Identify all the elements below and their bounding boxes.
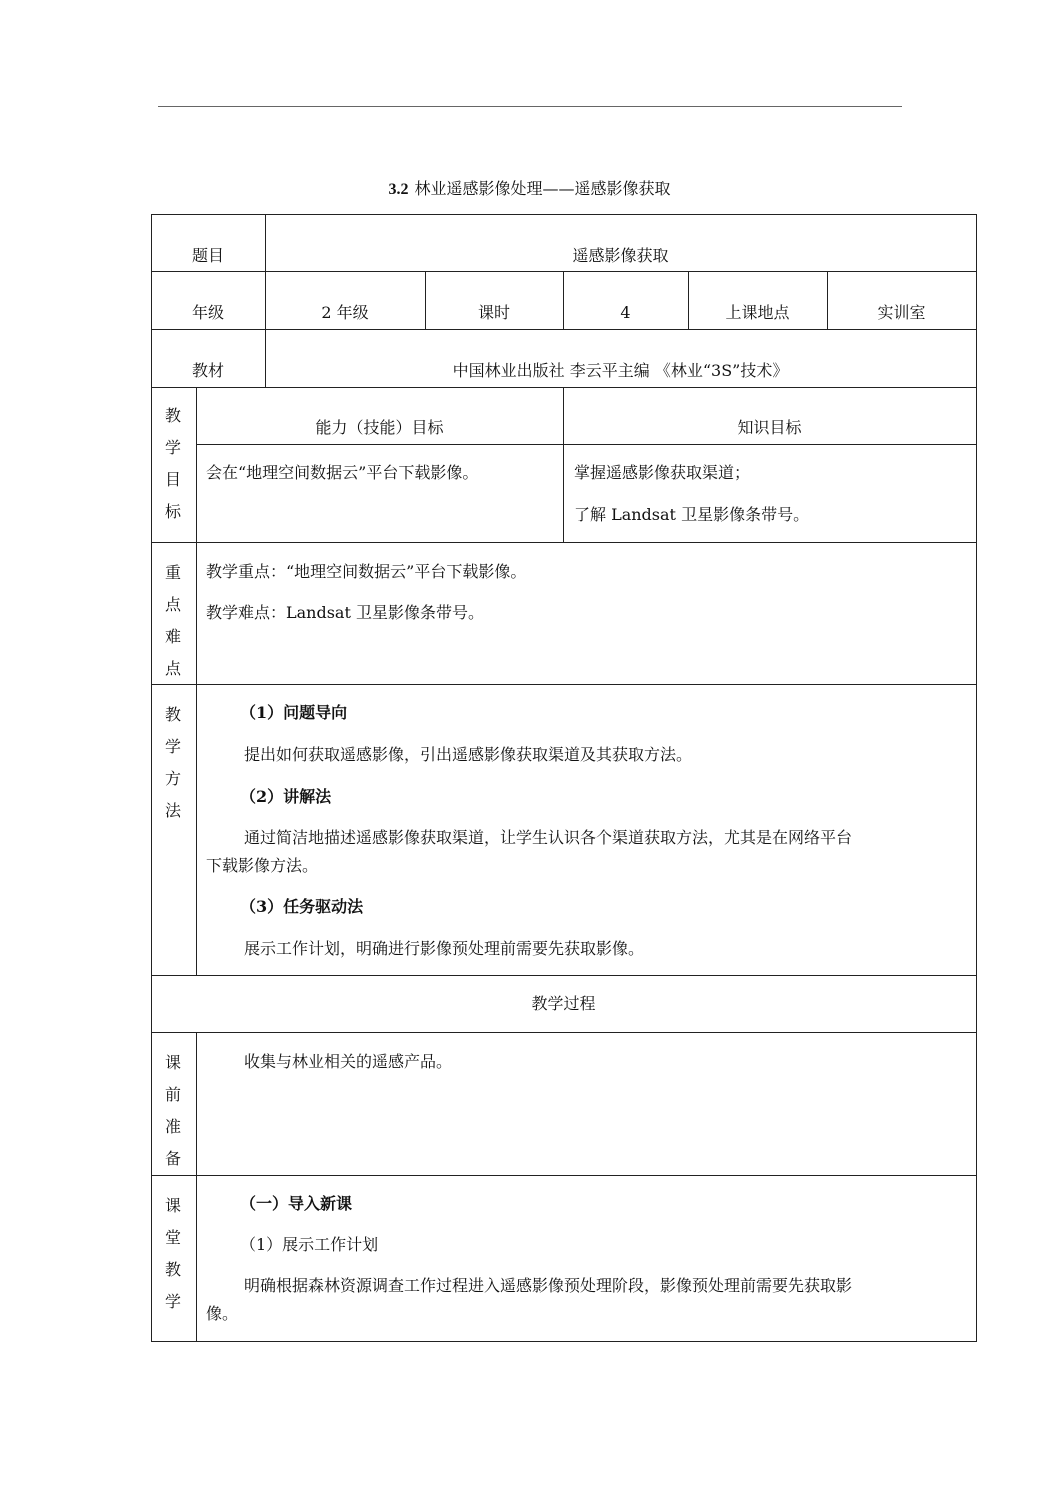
textbook-value: 中国林业出版社 李云平主编 《林业“3S”技术》	[452, 361, 789, 380]
ability-goals-header: 能力（技能）目标	[315, 418, 444, 437]
method-3-title: （3）任务驱动法	[240, 897, 364, 916]
topic-label: 题目	[191, 246, 224, 265]
knowledge-goals-text: 掌握遥感影像获取渠道；	[574, 463, 751, 482]
process-header: 教学过程	[531, 994, 596, 1013]
hours-label: 课时	[477, 303, 510, 322]
prep-label-char: 前	[164, 1085, 181, 1104]
header-rule	[158, 106, 902, 107]
method-2-text: 下载影像方法。	[206, 856, 319, 875]
goals-label-char: 教	[164, 406, 181, 425]
key-points-label-char: 重	[164, 563, 181, 582]
prep-label-char: 准	[164, 1117, 181, 1136]
class-label-char: 课	[164, 1196, 181, 1215]
class-label-char: 教	[164, 1260, 181, 1279]
place-label: 上课地点	[725, 303, 790, 322]
goals-label-char: 目	[164, 470, 181, 489]
goals-label-char: 学	[164, 438, 181, 457]
prep-label-char: 备	[164, 1149, 181, 1168]
method-1-text: 提出如何获取遥感影像，引出遥感影像获取渠道及其获取方法。	[244, 745, 693, 764]
section-1-title: （一）导入新课	[240, 1194, 353, 1213]
section-title: 林业遥感影像处理——遥感影像获取	[414, 179, 671, 198]
methods-label-char: 教	[164, 705, 181, 724]
method-3-text: 展示工作计划，明确进行影像预处理前需要先获取影像。	[244, 939, 645, 958]
method-1-title: （1）问题导向	[240, 703, 348, 722]
prep-label-char: 课	[164, 1053, 181, 1072]
section-number: 3.2	[388, 181, 409, 198]
knowledge-goals-text: 了解 Landsat 卫星影像条带号。	[574, 505, 810, 524]
page-title	[0, 176, 1059, 199]
knowledge-goals-header: 知识目标	[737, 418, 802, 437]
key-point-text: 教学重点：“地理空间数据云”平台下载影像。	[206, 562, 527, 581]
key-points-label-char: 点	[164, 595, 181, 614]
prep-text: 收集与林业相关的遥感产品。	[244, 1052, 453, 1071]
key-points-label-char: 难	[164, 627, 181, 646]
class-label-char: 堂	[164, 1228, 181, 1247]
methods-label-char: 法	[164, 801, 181, 820]
goals-label-char: 标	[164, 502, 181, 521]
ability-goals-text: 会在“地理空间数据云”平台下载影像。	[206, 463, 479, 482]
difficulty-text: 教学难点：Landsat 卫星影像条带号。	[206, 603, 484, 622]
methods-label-char: 方	[164, 769, 181, 788]
hours-value: 4	[620, 303, 631, 322]
section-1-subtitle: （1）展示工作计划	[240, 1235, 379, 1254]
topic-value: 遥感影像获取	[572, 246, 669, 265]
section-1-text: 像。	[206, 1304, 239, 1323]
grade-value: 2 年级	[321, 303, 369, 322]
method-2-title: （2）讲解法	[240, 787, 332, 806]
method-2-text: 通过简洁地描述遥感影像获取渠道，让学生认识各个渠道获取方法，尤其是在网络平台	[244, 828, 853, 847]
methods-label-char: 学	[164, 737, 181, 756]
class-label-char: 学	[164, 1292, 181, 1311]
textbook-label: 教材	[191, 361, 224, 380]
key-points-label-char: 点	[164, 659, 181, 678]
place-value: 实训室	[877, 303, 926, 322]
section-1-text: 明确根据森林资源调查工作过程进入遥感影像预处理阶段，影像预处理前需要先获取影	[244, 1276, 853, 1295]
grade-label: 年级	[191, 303, 224, 322]
